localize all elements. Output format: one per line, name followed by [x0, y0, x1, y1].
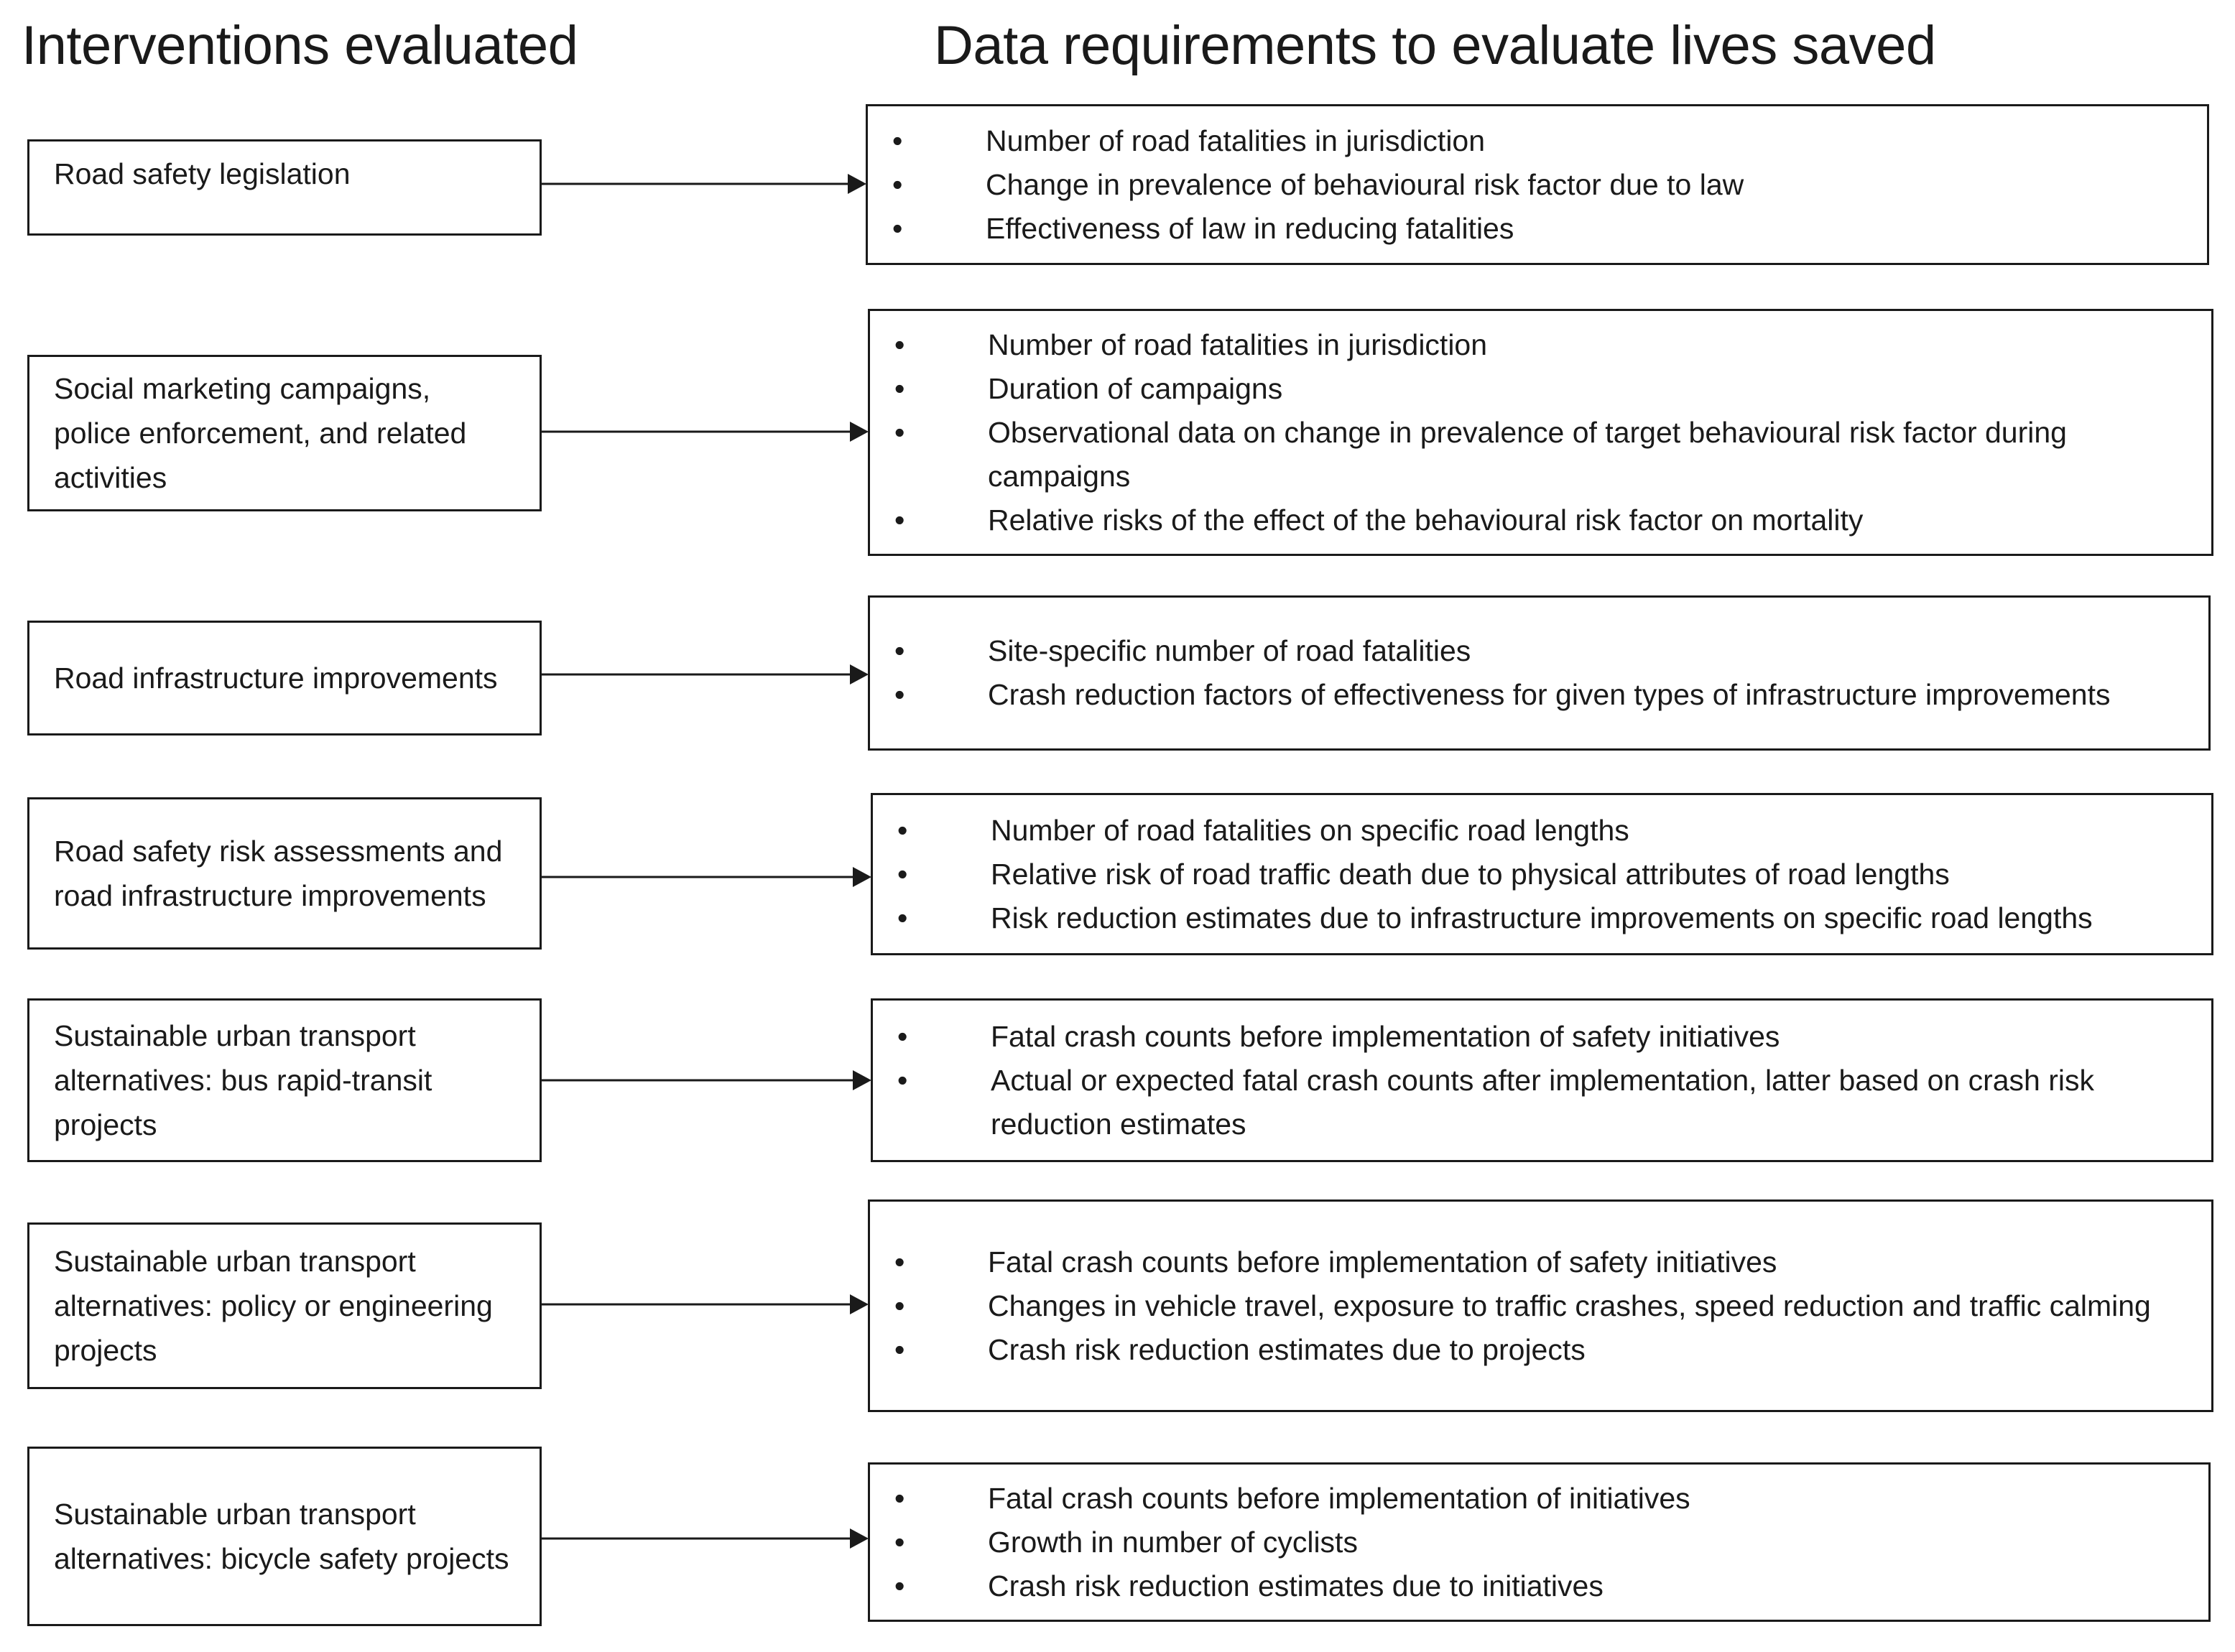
requirement-item: • Number of road fatalities on specific road lengths [873, 809, 2211, 853]
requirements-box [871, 998, 2213, 1162]
intervention-box [27, 355, 542, 511]
requirement-item: • Number of road fatalities in jurisdiction [868, 119, 2207, 163]
intervention-label: Road infrastructure improvements [54, 662, 498, 695]
intervention-box [27, 797, 542, 950]
intervention-box [27, 1222, 542, 1389]
arrowhead-row-1 [848, 174, 866, 194]
interventions-heading: Interventions evaluated [22, 15, 578, 76]
arrowhead-row-6 [850, 1294, 869, 1314]
requirements-list [873, 809, 2211, 940]
requirement-item: • Site-specific number of road fatalities [870, 629, 2208, 673]
requirements-list [870, 1477, 2208, 1608]
requirement-item: • Number of road fatalities in jurisdiction [870, 323, 2211, 367]
intervention-label: Social marketing campaigns, police enforcement, and related activities [54, 372, 467, 494]
requirement-item: • Effectiveness of law in reducing fatalities [868, 207, 2207, 251]
requirement-item: • Actual or expected fatal crash counts after implementation, latter based on crash risk reduction estimates [873, 1059, 2211, 1146]
requirements-box [871, 793, 2213, 955]
requirement-item: • Crash risk reduction estimates due to projects [870, 1328, 2211, 1372]
arrowhead-row-4 [853, 867, 871, 887]
requirement-item: • Growth in number of cyclists [870, 1521, 2208, 1564]
requirements-list [870, 629, 2208, 717]
requirements-list [868, 119, 2207, 251]
arrowhead-row-3 [850, 664, 869, 685]
intervention-box [27, 139, 542, 236]
requirement-item: • Duration of campaigns [870, 367, 2211, 411]
intervention-box [27, 1447, 542, 1626]
intervention-label: Sustainable urban transport alternatives: bus rapid-transit projects [54, 1019, 432, 1141]
requirements-box [868, 309, 2213, 556]
arrowhead-row-5 [853, 1070, 871, 1090]
arrowhead-row-2 [850, 422, 869, 442]
requirement-item: • Observational data on change in prevalence of target behavioural risk factor during campaigns [870, 411, 2211, 498]
arrowhead-row-7 [850, 1528, 869, 1549]
intervention-box [27, 621, 542, 735]
requirement-item: • Risk reduction estimates due to infrastructure improvements on specific road lengths [873, 896, 2211, 940]
requirement-item: • Crash risk reduction estimates due to initiatives [870, 1564, 2208, 1608]
requirements-box [868, 1462, 2211, 1622]
requirements-box [866, 104, 2209, 265]
data-requirements-heading: Data requirements to evaluate lives saved [934, 15, 1936, 76]
requirements-box [868, 595, 2211, 751]
requirement-item: • Fatal crash counts before implementation of initiatives [870, 1477, 2208, 1521]
intervention-box [27, 998, 542, 1162]
intervention-label: Road safety risk assessments and road infrastructure improvements [54, 835, 503, 912]
requirements-list [873, 1015, 2211, 1146]
requirement-item: • Crash reduction factors of effectiveness for given types of infrastructure improvements [870, 673, 2208, 717]
requirements-list [870, 323, 2211, 542]
intervention-label: Road safety legislation [54, 157, 351, 190]
intervention-label: Sustainable urban transport alternatives: policy or engineering projects [54, 1245, 493, 1367]
requirements-box [868, 1199, 2213, 1412]
requirement-item: • Relative risk of road traffic death due to physical attributes of road lengths [873, 853, 2211, 896]
requirement-item: • Relative risks of the effect of the behavioural risk factor on mortality [870, 498, 2211, 542]
requirement-item: • Fatal crash counts before implementation of safety initiatives [873, 1015, 2211, 1059]
requirement-item: • Change in prevalence of behavioural risk factor due to law [868, 163, 2207, 207]
requirement-item: • Changes in vehicle travel, exposure to traffic crashes, speed reduction and traffic calming [870, 1284, 2211, 1328]
requirement-item: • Fatal crash counts before implementation of safety initiatives [870, 1240, 2211, 1284]
requirements-list [870, 1240, 2211, 1372]
intervention-label: Sustainable urban transport alternatives: bicycle safety projects [54, 1498, 509, 1575]
